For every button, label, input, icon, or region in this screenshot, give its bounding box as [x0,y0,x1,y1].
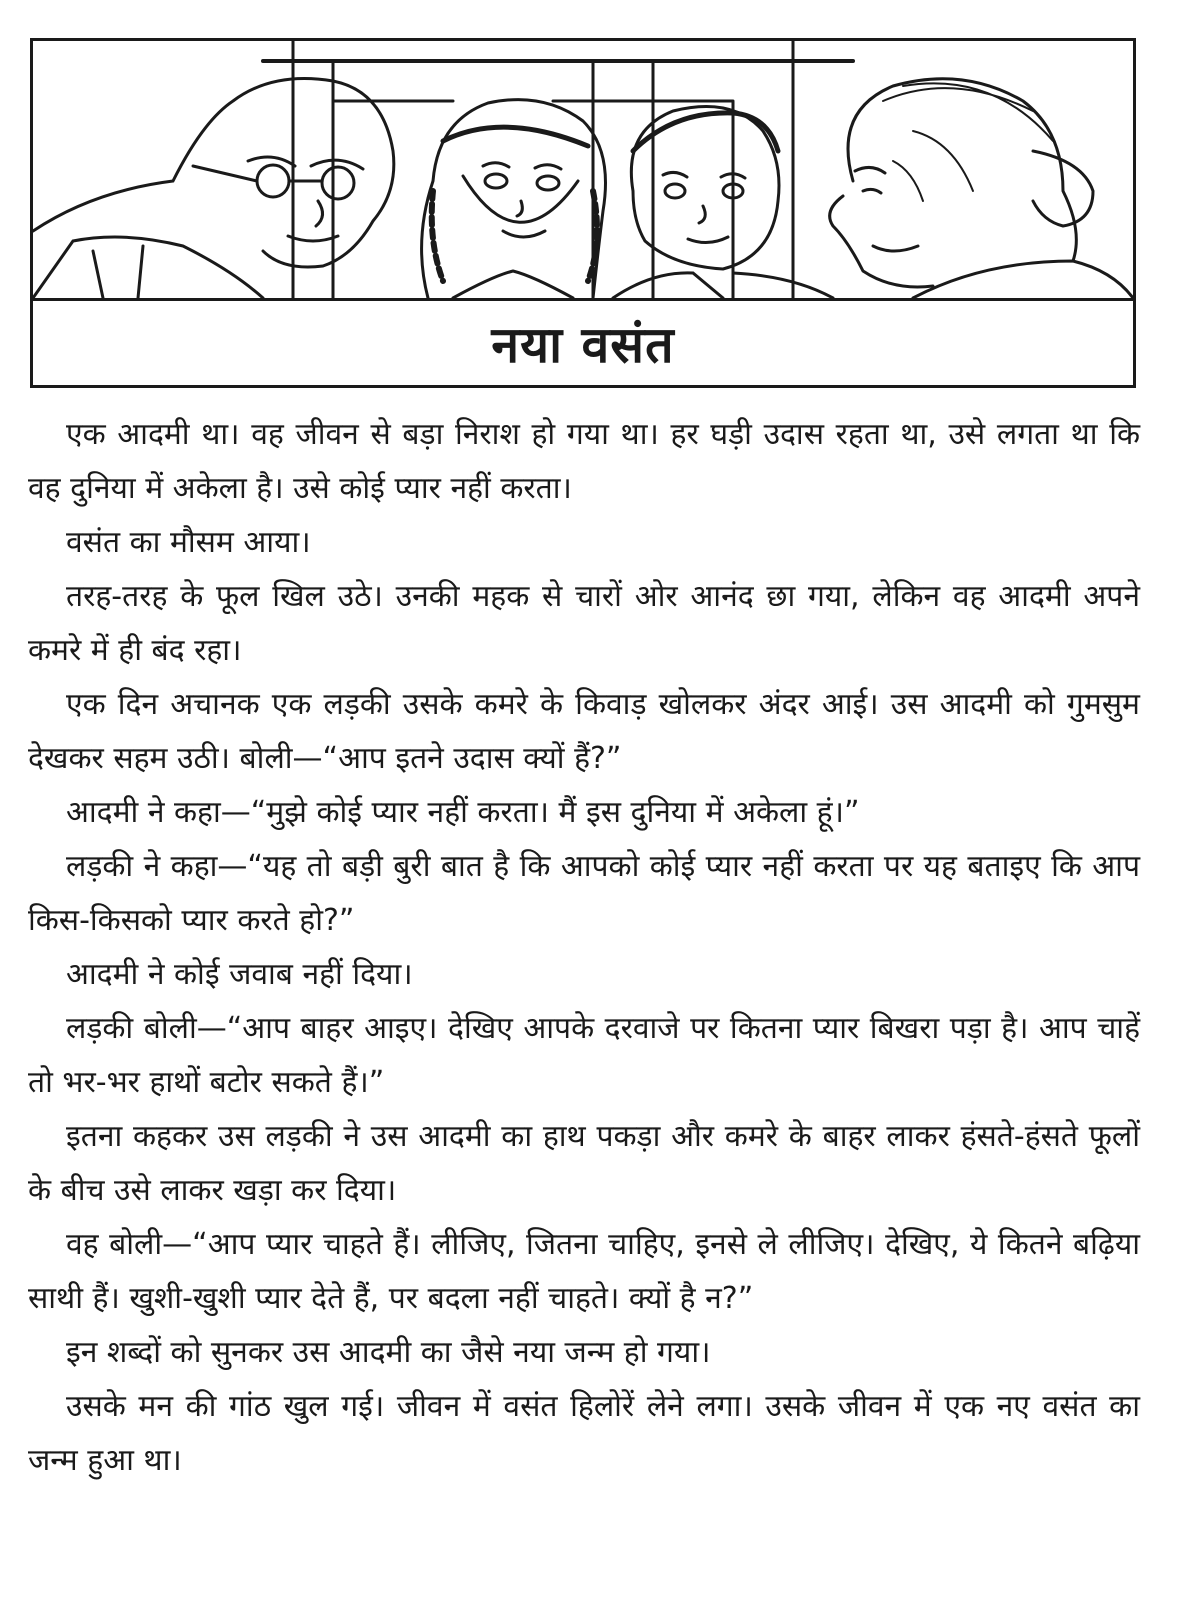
story-paragraph: तरह-तरह के फूल खिल उठे। उनकी महक से चारों ओर आनंद छा गया, लेकिन वह आदमी अपने कमरे में ही बंद रहा। [28,579,1140,668]
story-body [28,408,1140,1488]
story-paragraph: वह बोली—“आप प्यार चाहते हैं। लीजिए, जितना चाहिए, इनसे ले लीजिए। देखिए, ये कितने बढ़िया साथी हैं। खुशी-खुशी प्यार देते हैं, पर बदला नहीं चाहते। क्यों है न?” [28,1227,1140,1316]
story-paragraph: लड़की ने कहा—“यह तो बड़ी बुरी बात है कि आपको कोई प्यार नहीं करता पर यह बताइए कि आप किस-किसको प्यार करते हो?” [28,849,1140,938]
story-paragraph: लड़की बोली—“आप बाहर आइए। देखिए आपके दरवाजे पर कितना प्यार बिखरा पड़ा है। आप चाहें तो भर-भर हाथों बटोर सकते हैं।” [28,1011,1140,1100]
story-paragraph: इन शब्दों को सुनकर उस आदमी का जैसे नया जन्म हो गया। [66,1335,711,1370]
story-paragraph: आदमी ने कहा—“मुझे कोई प्यार नहीं करता। मैं इस दुनिया में अकेला हूं।” [66,795,860,830]
story-illustration [33,41,1133,301]
story-paragraph: एक दिन अचानक एक लड़की उसके कमरे के किवाड़ खोलकर अंदर आई। उस आदमी को गुमसुम देखकर सहम उठी। बोली—“आप इतने उदास क्यों हैं?” [28,687,1140,776]
story-paragraph: एक आदमी था। वह जीवन से बड़ा निराश हो गया था। हर घड़ी उदास रहता था, उसे लगता था कि वह दुनिया में अकेला है। उसे कोई प्यार नहीं करता। [28,417,1140,506]
header-frame [30,38,1136,388]
story-paragraph: वसंत का मौसम आया। [66,525,311,560]
story-title: नया वसंत [491,316,675,374]
story-paragraph: आदमी ने कोई जवाब नहीं दिया। [66,957,413,992]
story-paragraph: इतना कहकर उस लड़की ने उस आदमी का हाथ पकड़ा और कमरे के बाहर लाकर हंसते-हंसते फूलों के बीच उसे लाकर खड़ा कर दिया। [28,1119,1140,1208]
story-paragraph: उसके मन की गांठ खुल गई। जीवन में वसंत हिलोरें लेने लगा। उसके जीवन में एक नए वसंत का जन्म हुआ था। [28,1389,1140,1478]
title-band [33,301,1133,385]
family-drawing-image [33,41,1133,298]
